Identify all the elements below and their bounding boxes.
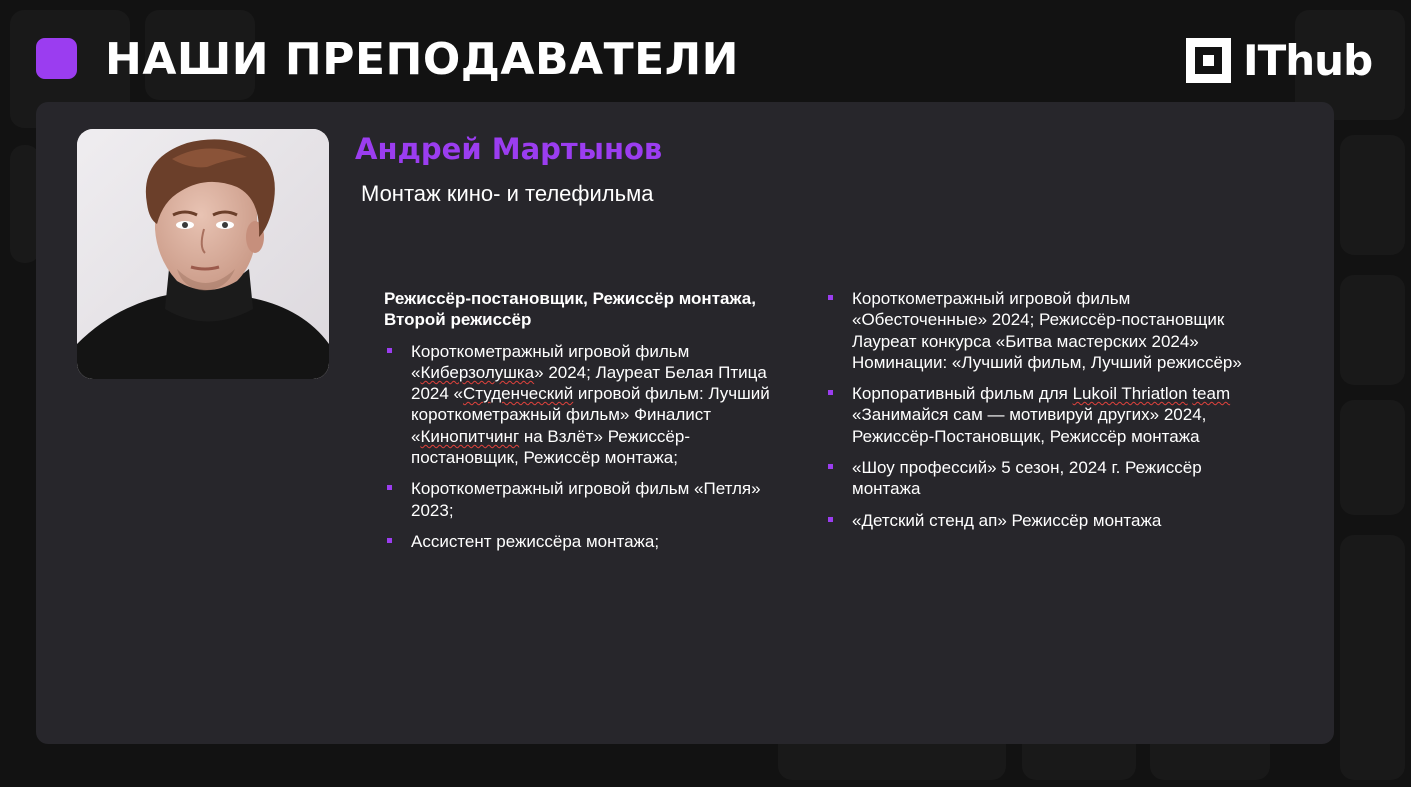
list-item: «Детский стенд ап» Режиссёр монтажа	[825, 510, 1255, 531]
list-item: «Шоу профессий» 5 сезон, 2024 г. Режиссёр монтажа	[825, 457, 1255, 500]
teacher-card	[36, 102, 1334, 744]
teacher-course: Монтаж кино- и телефильма	[361, 181, 654, 206]
spellcheck-word: Киберзолушка	[420, 362, 535, 382]
teacher-name: Андрей Мартынов	[355, 132, 663, 166]
teacher-photo	[77, 129, 329, 379]
experience-heading: Режиссёр-постановщик, Режиссёр монтажа, Второй режиссёр	[384, 289, 756, 330]
experience-list-right	[825, 288, 1255, 531]
background-tile	[1340, 535, 1405, 780]
page-title: НАШИ ПРЕПОДАВАТЕЛИ	[105, 34, 740, 85]
list-item: Короткометражный игровой фильм «Киберзолушка» 2024; Лауреат Белая Птица 2024 «Студенческий игровой фильм: Лучший короткометражный фильм» Финалист «Кинопитчинг на Взлёт» Режиссёр-постановщик, Режиссёр монтажа;	[384, 341, 774, 469]
experience-left-column	[384, 288, 774, 562]
list-item: Короткометражный игровой фильм «Петля» 2023;	[384, 478, 774, 521]
header-accent-square	[36, 38, 77, 79]
spellcheck-word: Кинопитчинг	[420, 426, 520, 446]
list-item: Ассистент режиссёра монтажа;	[384, 531, 774, 552]
background-tile	[1340, 400, 1405, 515]
spellcheck-word: Lukoil Thriatlon	[1072, 384, 1188, 404]
square-target-icon	[1186, 38, 1231, 83]
logo-text: IThub	[1243, 36, 1373, 85]
experience-right-column	[825, 288, 1255, 541]
teacher-portrait	[77, 129, 329, 379]
background-tile	[1340, 135, 1405, 255]
experience-list-left	[384, 341, 774, 553]
list-item: Корпоративный фильм для Lukoil Thriatlon team «Занимайся сам — мотивируй других» 2024, Режиссёр-Постановщик, Режиссёр монтажа	[825, 383, 1255, 447]
list-item: Короткометражный игровой фильм «Обесточенные» 2024; Режиссёр-постановщик Лауреат конкурса «Битва мастерских 2024» Номинации: «Лучший фильм, Лучший режиссёр»	[825, 288, 1255, 373]
background-tile	[1340, 275, 1405, 385]
spellcheck-word: team	[1192, 384, 1231, 404]
spellcheck-word: Студенческий	[463, 384, 574, 404]
ithub-logo	[1186, 38, 1372, 83]
